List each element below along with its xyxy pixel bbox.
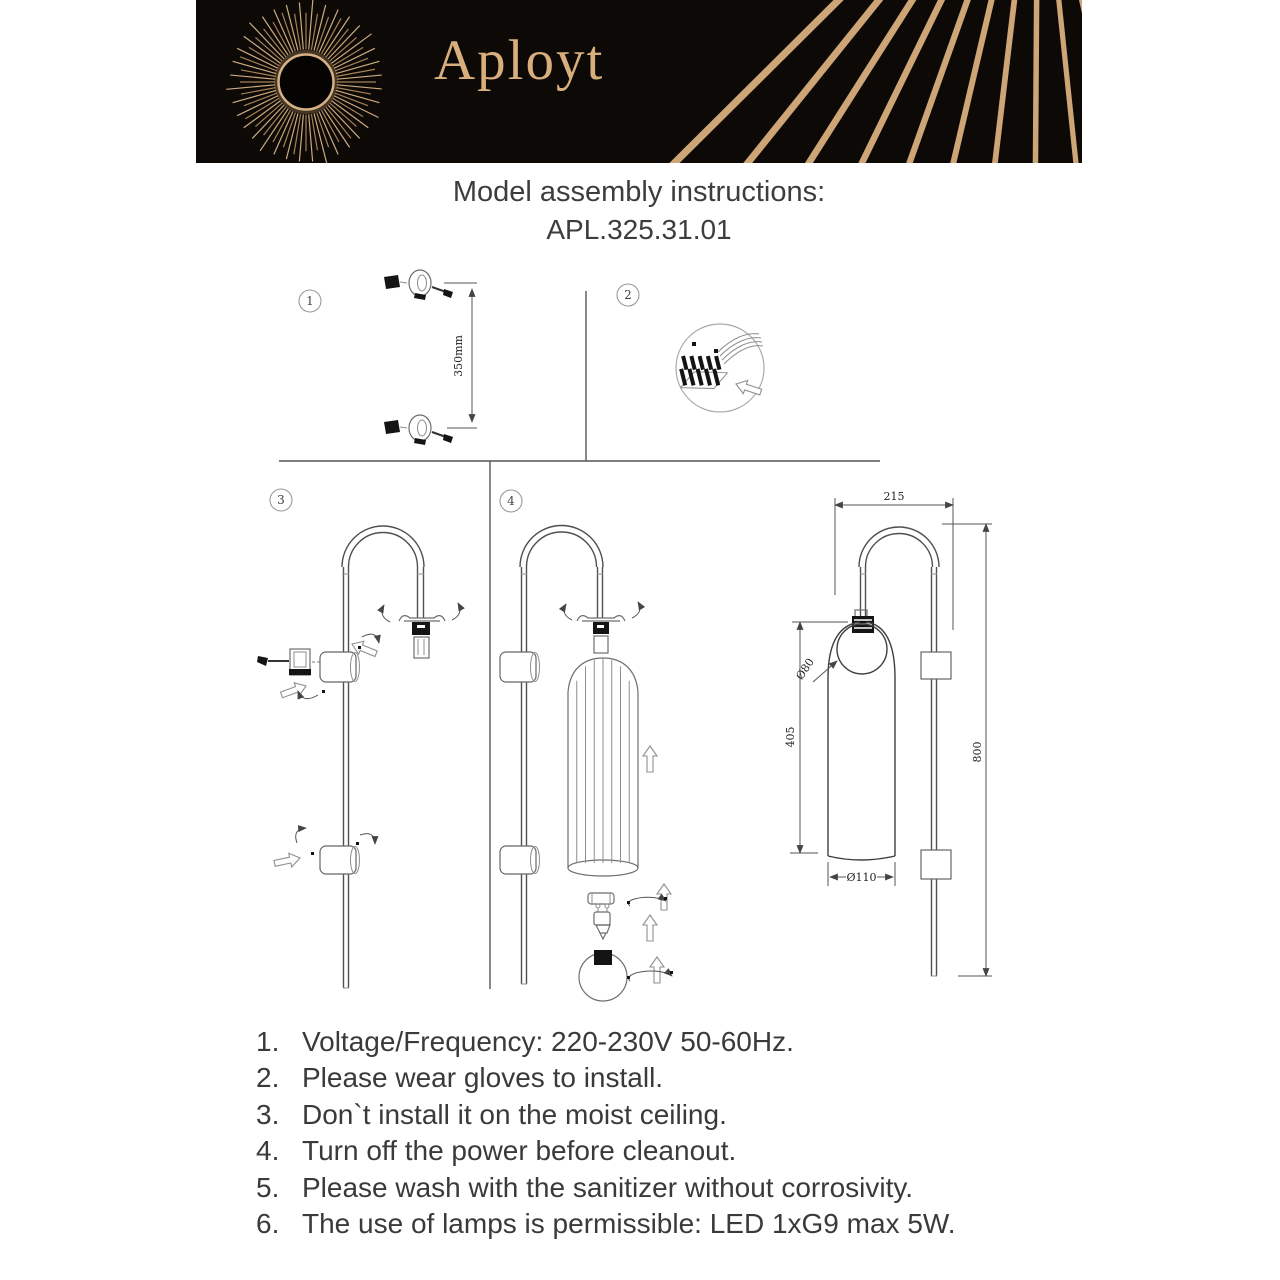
dim-sphere-diameter: Ø80	[793, 655, 817, 683]
step-4-badge	[500, 490, 522, 512]
step-1-label: 1	[306, 294, 314, 308]
item-text: Please wear gloves to install.	[302, 1062, 664, 1094]
dim-shade-diameter: Ø110	[846, 871, 877, 884]
item-number: 2.	[256, 1062, 280, 1094]
wires	[692, 334, 763, 364]
instruction-list	[256, 1024, 1061, 1242]
item-number: 4.	[256, 1135, 280, 1167]
brand-banner	[196, 0, 1082, 163]
list-item	[256, 1206, 1061, 1242]
brand-wordmark: Aployt	[434, 29, 605, 92]
lamp-rod	[344, 567, 424, 988]
item-text: Turn off the power before cleanout.	[302, 1135, 737, 1167]
install-arrow-icon	[273, 851, 301, 870]
item-number: 3.	[256, 1098, 280, 1130]
logo-center-dot	[280, 56, 332, 108]
list-item	[256, 1060, 1061, 1096]
up-arrow-icon	[643, 915, 657, 941]
assembly-diagram	[180, 255, 1100, 1015]
step1-panel	[384, 270, 477, 445]
up-arrow-icon	[643, 746, 657, 772]
step4-panel	[500, 526, 673, 1002]
list-item	[256, 1170, 1061, 1206]
model-code: APL.325.31.01	[546, 214, 732, 245]
list-item	[256, 1133, 1061, 1169]
dim-arm-width: 215	[883, 490, 905, 503]
up-arrow-icon	[650, 957, 664, 983]
item-text: Don`t install it on the moist ceiling.	[302, 1098, 727, 1130]
step-4-label: 4	[507, 494, 515, 508]
fluted-shade	[568, 658, 638, 876]
item-text: Voltage/Frequency: 220-230V 50-60Hz.	[302, 1026, 794, 1057]
lamp-arc	[859, 527, 939, 567]
title-block	[196, 176, 1082, 246]
lower-bracket	[320, 846, 360, 874]
dim-shade-height: 405	[784, 726, 797, 748]
item-number: 6.	[256, 1208, 280, 1240]
lamp-arc	[520, 526, 603, 568]
list-item	[256, 1097, 1061, 1133]
step-3-badge	[270, 489, 292, 511]
item-text: Please wash with the sanitizer without corrosivity.	[302, 1171, 914, 1203]
lamp-rod	[522, 567, 603, 984]
step3-panel	[257, 526, 460, 988]
step-1-badge	[299, 290, 321, 312]
banner-art	[196, 0, 1082, 163]
dim-anchor-spacing: 350mm	[452, 335, 465, 377]
wall-anchor-bottom	[384, 415, 453, 445]
step-2-label: 2	[624, 288, 632, 302]
item-number: 1.	[256, 1026, 280, 1057]
push-arrow-icon	[734, 377, 763, 398]
doc-title: Model assembly instructions:	[452, 176, 826, 208]
item-number: 5.	[256, 1171, 280, 1203]
lower-bracket	[921, 850, 951, 879]
step-2-badge	[617, 284, 639, 306]
dimension-view	[784, 490, 992, 976]
list-item	[256, 1024, 1061, 1060]
item-text: The use of lamps is permissible: LED 1xG9 max 5W.	[302, 1208, 956, 1240]
panel-dividers	[279, 291, 880, 989]
wall-plate	[257, 649, 320, 675]
wall-anchor-top	[384, 270, 453, 300]
shade-outline	[828, 622, 860, 856]
g9-bulb	[594, 904, 610, 939]
upper-bracket	[921, 652, 951, 679]
lamp-socket	[382, 603, 460, 658]
lamp-arc	[342, 526, 424, 567]
dim-total-height: 800	[971, 741, 984, 763]
retainer-ring	[588, 893, 614, 904]
step2-panel	[673, 324, 764, 412]
step-3-label: 3	[277, 493, 285, 507]
upper-bracket	[320, 652, 360, 682]
diffuser-sphere	[579, 950, 627, 1001]
